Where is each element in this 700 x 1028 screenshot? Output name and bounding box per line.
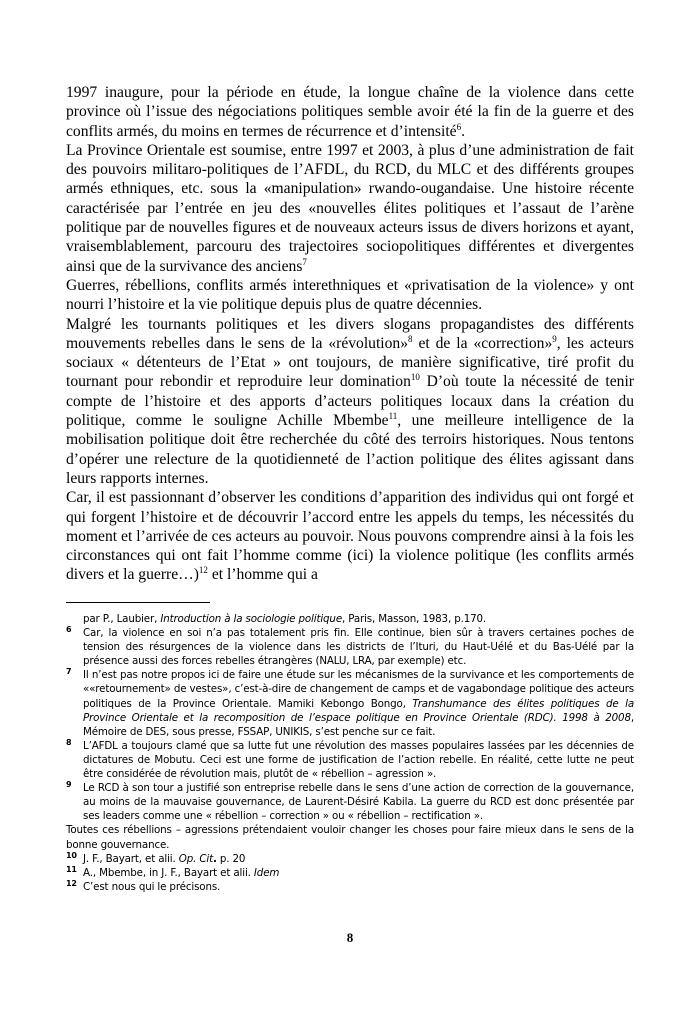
footnote-number: 12 <box>66 878 77 888</box>
footnote-number: 8 <box>66 737 72 747</box>
text-run: . <box>461 122 465 140</box>
text-run: par P., Laubier, <box>83 613 161 625</box>
italic-text: Idem <box>253 866 280 879</box>
paragraph <box>66 276 634 315</box>
footnote <box>66 612 634 626</box>
text-run: C’est nous qui le précisons. <box>83 880 221 893</box>
page-number: 8 <box>346 930 354 945</box>
text-run: 1997 inaugure, pour la période en étude, la longue chaîne de la violence dans cette province où l’issue des négociations politiques semble avoir été la fin de la guerre et des conflits armés, du moins en termes de récurrence et d’intensité <box>66 84 634 140</box>
footnote <box>66 781 634 823</box>
footnote <box>66 880 634 894</box>
paragraph <box>66 83 634 141</box>
text-run: Le RCD à son tour a justifié son entreprise rebelle dans le sens d’une action de correction de la gouvernance, au moins de la mauvaise gouvernance, de Laurent-Désiré Kabila. La guerre du RCD est donc présentée par ses leaders comme une « rébellion – correction » ou « rébellion – rectification ». <box>83 782 634 823</box>
italic-text: Introduction à la sociologie politique <box>160 613 342 625</box>
footnote <box>66 739 634 781</box>
footnote-number: 6 <box>66 625 72 635</box>
text-run: et de la «correction» <box>412 334 553 352</box>
text-run: La Province Orientale est soumise, entre 1997 et 2003, à plus d’une administration de fait des pouvoirs militaro-politiques de l’AFDL, du RCD, du MLC et des différents groupes armés ethniques, etc. sous la «manipulation» rwando-ougandaise. Une histoire récente caractérisée par l’entrée en jeu des «nouvelles élites politiques et l’assaut de l’arène politique par de nouvelles figures et de nouveaux acteurs issus de divers horizons et ayant, vraisemblablement, parcouru des trajectoires sociopolitiques différentes et divergentes ainsi que de la survivance des anciens <box>66 141 634 275</box>
footnote-separator <box>66 602 210 603</box>
text-run: L’AFDL a toujours clamé que sa lutte fut une révolution des masses populaires lassées par les décennies de dictatures de Mobutu. Ceci est une forme de justification de l’action rebelle. En réalité, cette lutte ne peut être considérée de révolution mais, plutôt de « rébellion – agression ». <box>83 739 634 781</box>
text-run: Il n’est pas notre propos ici de faire une étude sur les mécanismes de la survivance et les comportements de ««retournement» de vestes», c’est-à-dire de changement de camps et de vagabondage politique des acteurs politiques de la Province Orientale. Mamiki Kebongo Bongo, <box>83 669 634 710</box>
paragraph <box>66 488 634 584</box>
main-text <box>66 83 634 585</box>
footnote-number: 11 <box>66 864 77 874</box>
text-run: Malgré les tournants politiques et les divers slogans propagandistes des différents mouvements rebelles dans le sens de la «révolution» <box>66 315 634 352</box>
italic-text: Op. Cit <box>178 852 213 865</box>
footnote-number: 10 <box>66 850 77 860</box>
footnote-ref: 12 <box>198 565 208 576</box>
text-run: et l’homme qui a <box>207 566 318 584</box>
text-run: J. F., Bayart, et alii. <box>83 852 179 865</box>
footnote-ref: 9 <box>552 333 557 344</box>
text-run: Toutes ces rébellions – agressions prétendaient vouloir changer les choses pour faire mieux dans le sens de la bonne gouvernance. <box>66 824 634 851</box>
bold-text: . <box>212 852 217 865</box>
footnote <box>66 823 634 851</box>
footnote-number: 7 <box>66 667 72 677</box>
text-run: Guerres, rébellions, conflits armés interethniques et «privatisation de la violence» y ont nourri l’histoire et la vie politique depuis plus de quatre décennies. <box>66 276 634 314</box>
paragraph <box>66 141 634 276</box>
text-run: D’où toute la nécessité de tenir compte de l’histoire et des apports d’acteurs politiques locaux dans la création du politique, comme le souligne Achille Mbembe <box>66 373 634 430</box>
footnote-ref: 11 <box>388 411 398 422</box>
text-run: Car, la violence en soi n’a pas totalement pris fin. Elle continue, bien sûr à travers certaines poches de tension des résurgences de la violence dans les districts de l’Ituri, du Haut-Uélé et du Bas-Uélé par la présence aussi des forces rebelles étrangères (NALU, LRA, par exemple) etc. <box>83 627 634 668</box>
text-run: p. 20 <box>216 852 246 865</box>
text-run: , Mémoire de DES, sous presse, FSSAP, UNIKIS, s’est penche sur ce fait. <box>83 711 634 738</box>
text-run: , les acteurs sociaux « détenteurs de l’Etat » ont toujours, de manière significative, tiré profit du tournant pour rebondir et reproduire leur domination <box>66 334 634 391</box>
paragraph <box>66 315 634 489</box>
footnote-ref: 10 <box>410 372 420 383</box>
footnote <box>66 668 634 738</box>
footnote <box>66 866 634 880</box>
footnote-ref: 7 <box>302 256 307 267</box>
text-run: , une meilleure intelligence de la mobilisation politique doit être recherchée du côté des terroirs historiques. Nous tentons d’opérer une relecture de la quotidienneté de l’action politique des élites agissant dans leurs rapports internes. <box>66 412 634 487</box>
footnotes <box>66 612 634 894</box>
footnote-ref: 6 <box>456 121 462 132</box>
italic-text: Transhumance des élites politiques de la Province Orientale et la recomposition de l’espace politique en Province Orientale (RDC). 1998 à 2008 <box>83 697 634 724</box>
text-run: A., Mbembe, in J. F., Bayart et alii. <box>83 866 254 879</box>
footnote <box>66 852 634 866</box>
footnote-ref: 8 <box>408 333 413 344</box>
footnote-number: 9 <box>66 780 72 790</box>
text-run: Car, il est passionnant d’observer les conditions d’apparition des individus qui ont forgé et qui forgent l’histoire et de découvrir l’accord entre les appels du temps, les nécessités du moment et l’arrivée de ces acteurs au pouvoir. Nous pouvons comprendre ainsi à la fois les circonstances qui ont fait l’homme comme (ici) la violence politique (les conflits armés divers et la guerre…) <box>66 489 634 584</box>
text-run: , Paris, Masson, 1983, p.170. <box>342 613 487 625</box>
footnote <box>66 626 634 668</box>
